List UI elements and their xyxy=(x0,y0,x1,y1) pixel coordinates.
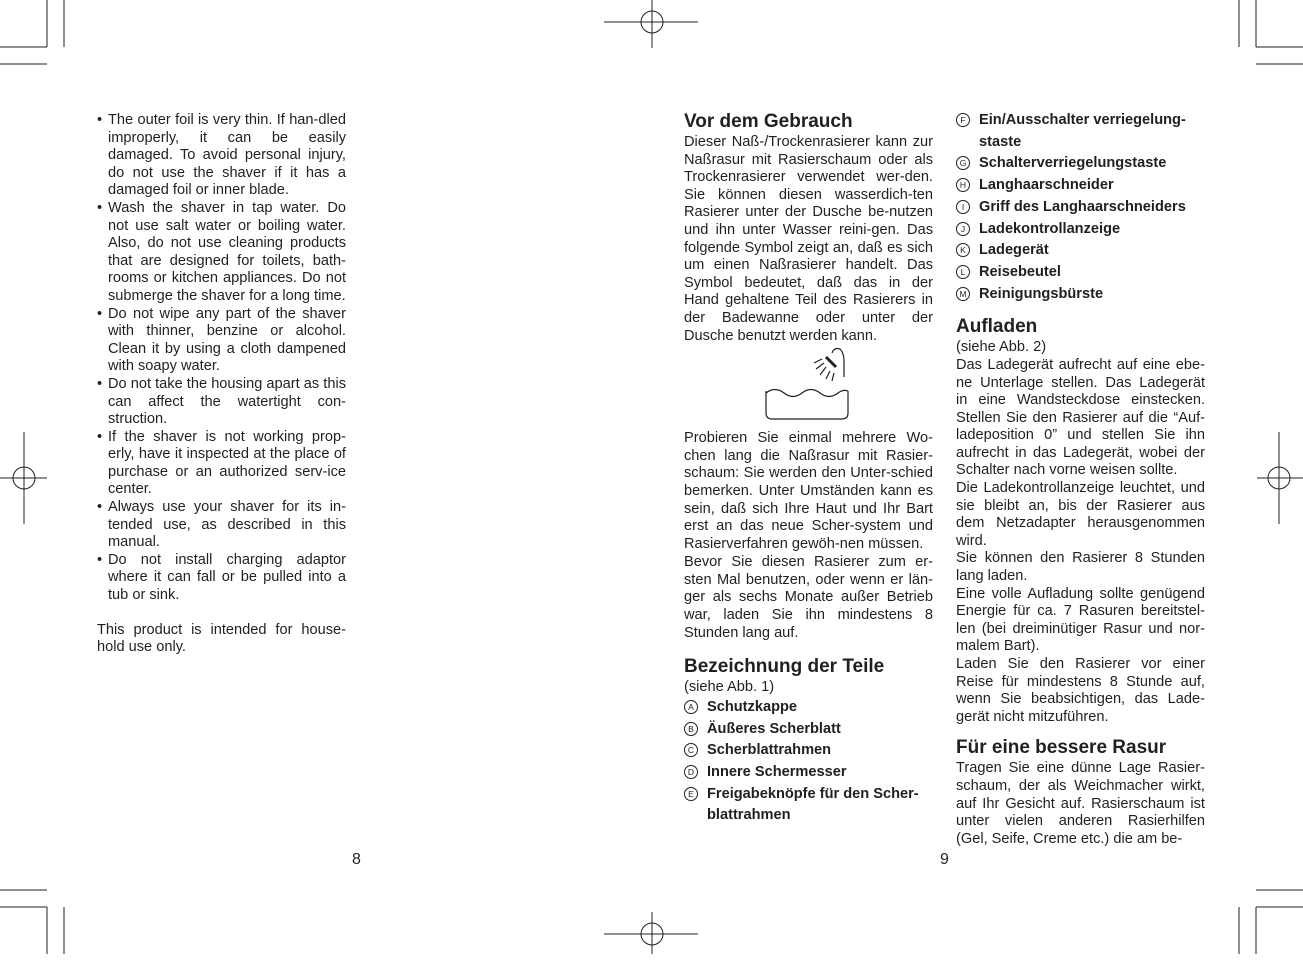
section-title-aufladen: Aufladen xyxy=(956,316,1038,338)
circled-letter: C xyxy=(684,743,698,757)
part-item xyxy=(684,697,933,719)
page-number-right: 9 xyxy=(940,851,949,868)
part-item xyxy=(956,240,1205,262)
household-note: This product is intended for house-hold use only. xyxy=(97,621,346,656)
part-label: Langhaarschneider xyxy=(979,177,1114,194)
paragraph: Die Ladekontrollanzeige leuchtet, und sie bleibt an, bis der Rasierer aus dem Netzadapter herausgenommen wird. xyxy=(956,480,1205,549)
part-label: Ladegerät xyxy=(979,242,1049,259)
section-subtitle: (siehe Abb. 1) xyxy=(684,679,775,696)
circled-letter: G xyxy=(956,156,970,170)
circled-letter: I xyxy=(956,200,970,214)
circled-letter: B xyxy=(684,722,698,736)
part-item xyxy=(956,284,1205,306)
bullet-item: • Do not wipe any part of the shaver with thinner, benzine or alcohol. Clean it by using a cloth dampened with soapy water. xyxy=(97,306,346,376)
bullet-item: • Always use your shaver for its in-tended use, as described in this manual. xyxy=(97,499,346,552)
right-column-2 xyxy=(956,110,1205,848)
part-label: Griff des Langhaarschneiders xyxy=(979,198,1186,215)
paragraph: Probieren Sie einmal mehrere Wo-chen lang die Naßrasur mit Rasier-schaum: Sie werden den Unter-schied bemerken. Unter Umständen kann es sein, daß sich Ihre Haut und Ihr Bart erst an das neue Scher-system und Rasierverfahren gewöh-nen müssen. xyxy=(684,430,933,552)
circled-letter: J xyxy=(956,222,970,236)
bullet-item: • If the shaver is not working prop-erly, have it inspected at the place of purchase or an authorized serv-ice center. xyxy=(97,429,346,499)
section-title-vor-dem-gebrauch: Vor dem Gebrauch xyxy=(684,111,853,132)
part-item xyxy=(684,784,933,827)
shower-bath-icon xyxy=(684,345,933,430)
registration-target-icon xyxy=(1255,428,1303,528)
part-label: Reinigungsbürste xyxy=(979,285,1104,302)
part-item xyxy=(956,197,1205,219)
circled-letter: L xyxy=(956,265,970,279)
left-column xyxy=(97,112,346,657)
part-label: Innere Schermesser xyxy=(707,763,847,780)
part-item xyxy=(684,740,933,762)
bullet-item: • Do not take the housing apart as this can affect the watertight con-struction. xyxy=(97,376,346,429)
right-column-1 xyxy=(684,110,933,827)
part-item xyxy=(684,719,933,741)
registration-target-icon xyxy=(0,428,50,528)
bullet-item: • Wash the shaver in tap water. Do not use salt water or boiling water. Also, do not use cleaning products that are designed for toilets, bath-rooms or kitchen appliances. Do not submerge the shaver for a long time. xyxy=(97,200,346,306)
part-label: Schutzkappe xyxy=(707,698,798,715)
part-label: Scherblattrahmen xyxy=(707,742,832,759)
circled-letter: A xyxy=(684,700,698,714)
part-label: Freigabeknöpfe für den Scher-blattrahmen xyxy=(707,785,919,824)
part-item xyxy=(956,219,1205,241)
circled-letter: M xyxy=(956,287,970,301)
circled-letter: D xyxy=(684,765,698,779)
part-item xyxy=(956,110,1205,153)
registration-target-icon xyxy=(602,0,702,50)
bullet-item: • The outer foil is very thin. If han-dled improperly, it can be easily damaged. To avoid personal injury, do not use the shaver if it has a damaged foil or inner blade. xyxy=(97,112,346,200)
part-label: Äußeres Scherblatt xyxy=(707,720,841,737)
circled-letter: F xyxy=(956,113,970,127)
section-subtitle: (siehe Abb. 2) xyxy=(956,339,1047,356)
part-item xyxy=(956,175,1205,197)
section-title-bessere-rasur: Für eine bessere Rasur xyxy=(956,737,1167,759)
registration-target-icon xyxy=(602,910,702,960)
circled-letter: E xyxy=(684,787,698,801)
part-label: Reisebeutel xyxy=(979,263,1061,280)
part-item xyxy=(956,262,1205,284)
paragraph: Das Ladegerät aufrecht auf eine ebe-ne Unterlage stellen. Das Ladegerät in eine Wandsteckdose einstecken. Stellen Sie den Rasierer auf die “Auf-ladeposition 0” und stellen Sie ihn aufrecht in das Ladegerät, wobei der Schalter nach vorne weisen sollte. xyxy=(956,356,1205,479)
section-title-bezeichnung: Bezeichnung der Teile xyxy=(684,656,885,678)
circled-letter: H xyxy=(956,178,970,192)
circled-letter: K xyxy=(956,243,970,257)
part-label: Ein/Ausschalter verriegelung-staste xyxy=(979,112,1186,150)
paragraph: Laden Sie den Rasierer vor einer Reise für mindestens 8 Stunde auf, wenn Sie beabsichtigen, das Lade-gerät nicht mitzuführen. xyxy=(956,656,1205,725)
paragraph: Sie können den Rasierer 8 Stunden lang laden. xyxy=(956,550,1205,585)
page-number-left: 8 xyxy=(352,851,361,868)
part-label: Schalterverriegelungstaste xyxy=(979,155,1167,172)
paragraph: Bevor Sie diesen Rasierer zum er-sten Mal benutzen, oder wenn er län-ger als sechs Monate außer Betrieb war, laden Sie ihn mindestens 8 Stunden lang auf. xyxy=(684,554,933,641)
part-label: Ladekontrollanzeige xyxy=(979,220,1121,237)
paragraph: Tragen Sie eine dünne Lage Rasier-schaum, der als Weichmacher wirkt, auf Ihr Gesicht auf. Rasierschaum ist unter vielen anderen Rasierhilfen (Gel, Seife, Creme etc.) die am be- xyxy=(956,760,1205,847)
bullet-item: • Do not install charging adaptor where it can fall or be pulled into a tub or sink. xyxy=(97,552,346,605)
paragraph: Eine volle Aufladung sollte genügend Energie für ca. 7 Rasuren bereitstel-len (bei dreiminütiger Rasur und nor-malem Bart). xyxy=(956,585,1205,655)
part-item xyxy=(684,762,933,784)
part-item xyxy=(956,153,1205,175)
paragraph: Dieser Naß-/Trockenrasierer kann zur Naßrasur mit Rasierschaum oder als Trockenrasierer verwendet wer-den. Sie können diesen wasserdich-ten Rasierer unter der Dusche be-nutzen und ihn unter Wasser reini-gen. Das folgende Symbol zeigt an, daß es sich um einen Naßrasierer handelt. Das Symbol bedeutet, daß das in der Hand gehaltene Teil des Rasierers in der Badewanne oder unter der Dusche benutzt werden kann. xyxy=(684,134,933,344)
